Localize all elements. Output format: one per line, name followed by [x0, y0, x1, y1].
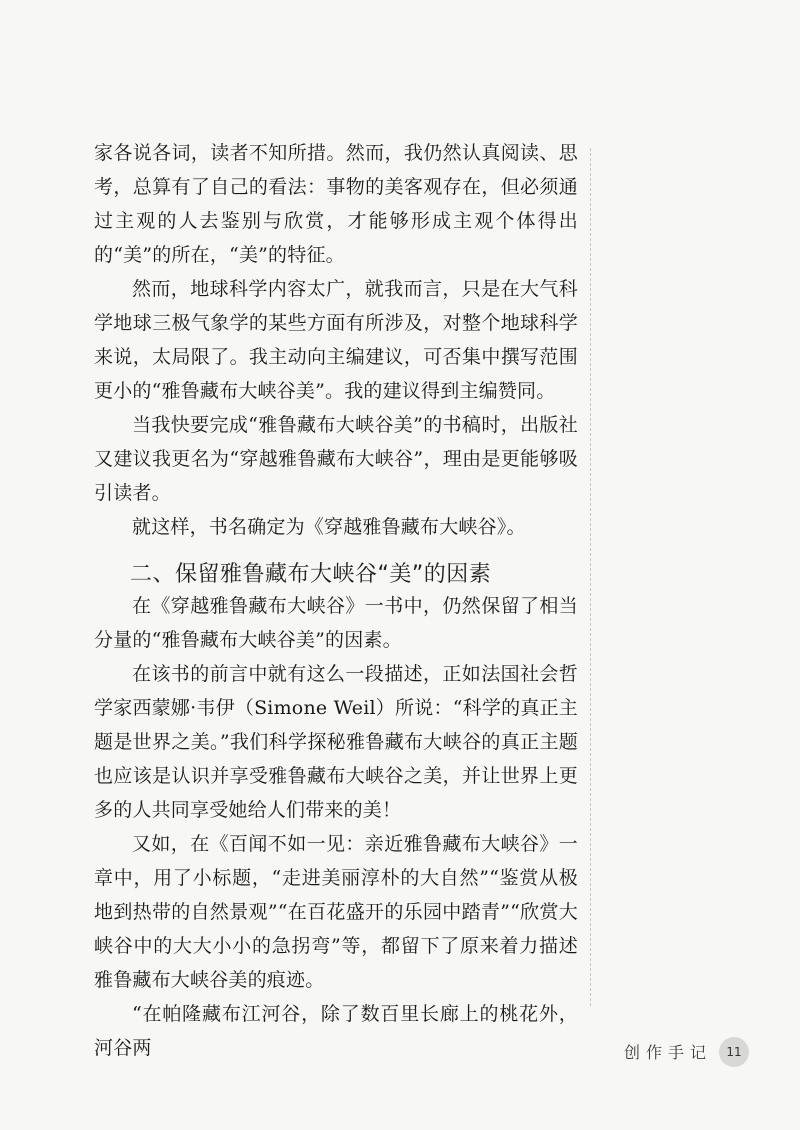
paragraph-1: 家各说各词，读者不知所措。然而，我仍然认真阅读、思考，总算有了自己的看法：事物的美客观存在，但必须通过主观的人去鉴别与欣赏，才能够形成主观个体得出的“美”的所在，“美”的特征。	[94, 142, 578, 266]
paragraph-7: 又如，在《百闻不如一见：亲近雅鲁藏布大峡谷》一章中，用了小标题，“走进美丽淳朴的大自然”“鉴赏从极地到热带的自然景观”“在百花盛开的乐园中踏青”“欣赏大峡谷中的大大小小的急拐弯”等，都留下了原来着力描述雅鲁藏布大峡谷美的痕迹。	[94, 833, 578, 991]
text-block-bottom	[94, 589, 578, 1065]
paragraph-8: “在帕隆藏布江河谷，除了数百里长廊上的桃花外，河谷两	[94, 1003, 578, 1059]
page-number-badge: 11	[719, 1037, 749, 1067]
footer-section-label: 创作手记	[624, 1043, 713, 1062]
paragraph-5: 在《穿越雅鲁藏布大峡谷》一书中，仍然保留了相当分量的“雅鲁藏布大峡谷美”的因素。	[94, 595, 578, 651]
paragraph-4: 就这样，书名确定为《穿越雅鲁藏布大峡谷》。	[132, 516, 526, 538]
paragraph-3: 当我快要完成“雅鲁藏布大峡谷美”的书稿时，出版社又建议我更名为“穿越雅鲁藏布大峡谷”，理由是更能够吸引读者。	[94, 414, 578, 504]
margin-divider	[590, 148, 591, 1006]
paragraph-6: 在该书的前言中就有这么一段描述，正如法国社会哲学家西蒙娜·韦伊（Simone Weil）所说：“科学的真正主题是世界之美。”我们科学探秘雅鲁藏布大峡谷的真正主题也应该是认识并享受雅鲁藏布大峡谷之美，并让世界上更多的人共同享受她给人们带来的美！	[94, 663, 578, 821]
section-title: 二、保留雅鲁藏布大峡谷“美”的因素	[130, 562, 492, 588]
paragraph-2: 然而，地球科学内容太广，就我而言，只是在大气科学地球三极气象学的某些方面有所涉及，对整个地球科学来说，太局限了。我主动向主编建议，可否集中撰写范围更小的“雅鲁藏布大峡谷美”。我的建议得到主编赞同。	[94, 278, 578, 402]
text-block-top	[94, 136, 578, 544]
